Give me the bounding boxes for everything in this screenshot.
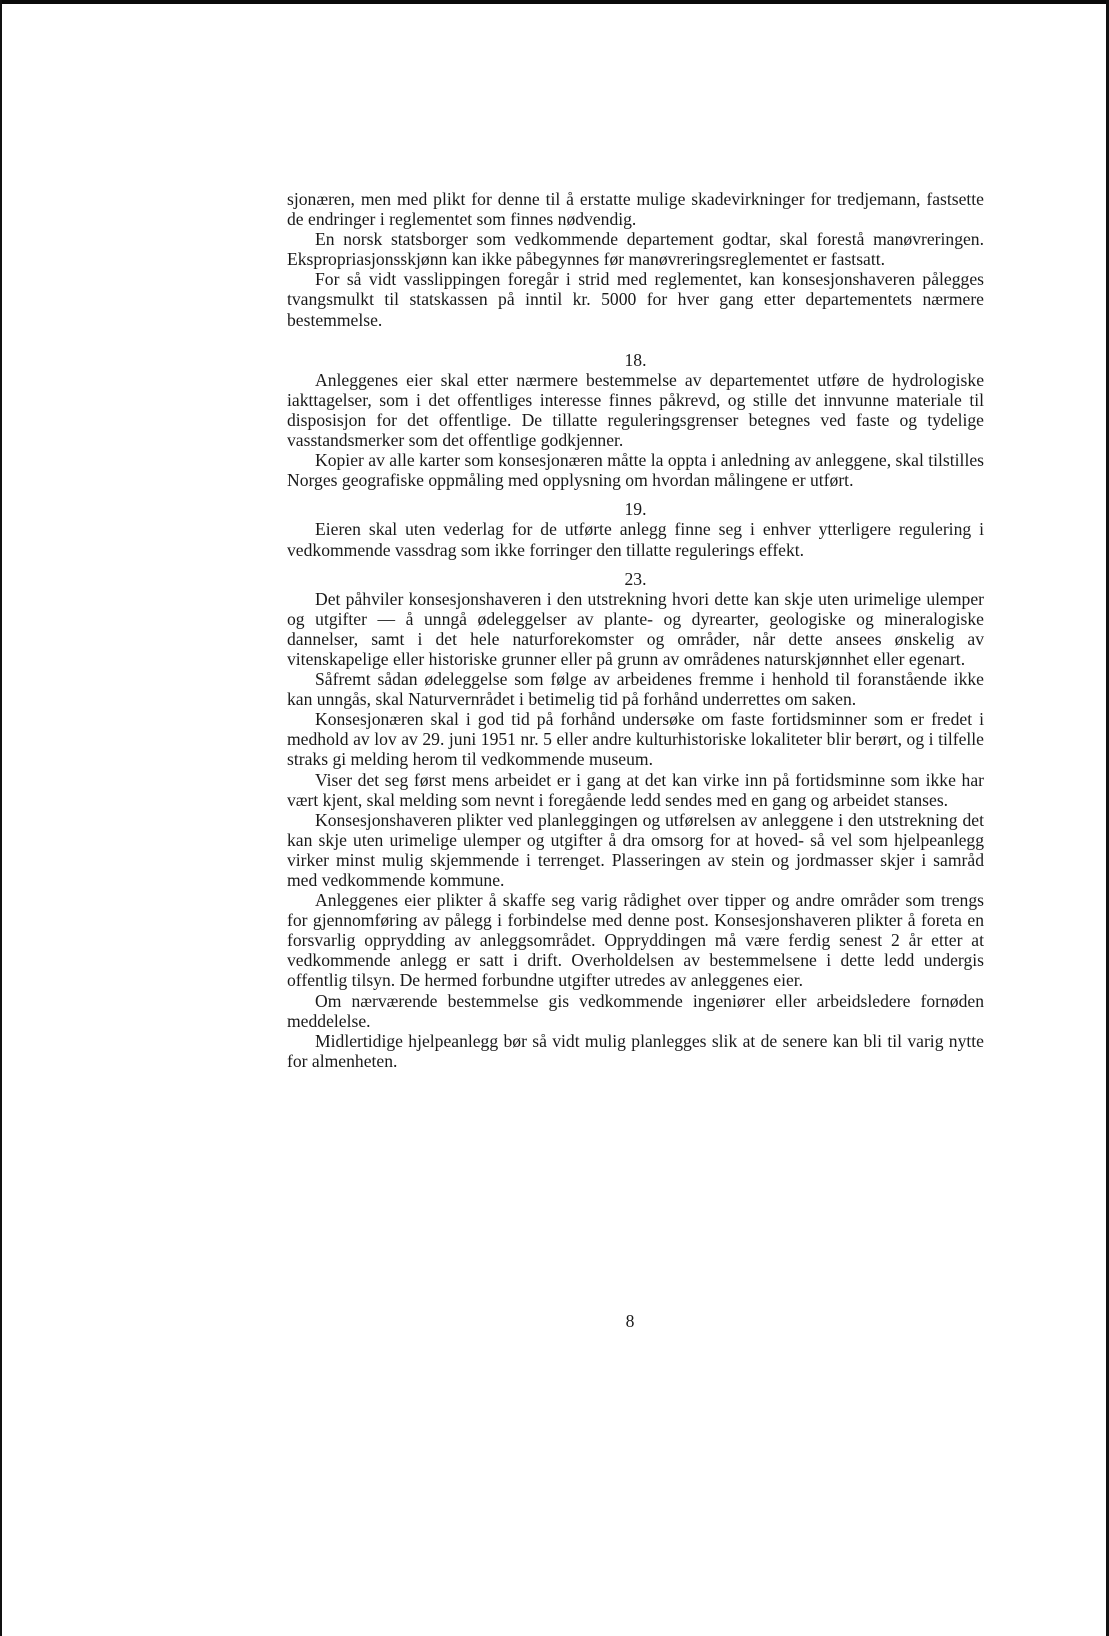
page-number: 8: [625, 1311, 635, 1331]
paragraph: Det påhviler konsesjonshaveren i den utstrekning hvori dette kan skje uten urimelige ulemper og utgifter — å unngå ødeleggelser av plante- og dyrearter, geologiske og mineralogiske dannelser, samt i det hele naturforekomster og områder, når dette ansees ønskelig av vitenskapelige eller historiske grunner eller på grunn av områdenes naturskjønnhet eller egenart.: [287, 588, 984, 669]
paragraph: Konsesjonshaveren plikter ved planleggingen og utførelsen av anleggene i den utstrekning det kan skje uten urimelige ulemper og utgifter å dra omsorg for at hoved- så vel som hjelpeanlegg virker minst mulig skjemmende i terrenget. Plasseringen av stein og jordmasser skjer i samråd med vedkommende kommune.: [287, 809, 984, 890]
paragraph: For så vidt vasslippingen foregår i strid med reglementet, kan konsesjonshaveren pålegges tvangsmulkt til statskassen på inntil kr. 5000 for hver gang etter departementets nærmere bestemmelse.: [287, 269, 984, 330]
scan-edge-top: [0, 0, 1109, 4]
paragraph: Viser det seg først mens arbeidet er i gang at det kan virke inn på fortidsminne som ikke har vært kjent, skal melding som nevnt i foregående ledd sendes med en gang og arbeidet stanses.: [287, 769, 984, 810]
paragraph: Eieren skal uten vederlag for de utførte anlegg finne seg i enhver ytterligere regulering i vedkommende vassdrag som ikke forringer den tillatte regulerings effekt.: [287, 519, 984, 560]
paragraph: Anleggenes eier plikter å skaffe seg varig rådighet over tipper og andre områder som trengs for gjennomføring av pålegg i forbindelse med denne post. Konsesjonshaveren plikter å foreta en forsvarlig opprydding av anleggsområdet. Oppryddingen må være ferdig senest 2 år etter at vedkommende anlegg er satt i drift. Overholdelsen av bestemmelsene i dette ledd undergis offentlig tilsyn. De hermed forbundne utgifter utredes av anleggenes eier.: [287, 890, 984, 991]
paragraph: Anleggenes eier skal etter nærmere bestemmelse av departementet utføre de hydrologiske iakttagelser, som i det offentliges interesse finnes påkrevd, og stille det innvunne materiale til disposisjon for det offentlige. De tillatte reguleringsgrenser betegnes ved faste og tydelige vasstandsmerker som det offentlige godkjenner.: [287, 369, 984, 451]
section-heading-18: 18.: [624, 349, 647, 370]
paragraph: sjonæren, men med plikt for denne til å erstatte mulige skadevirkninger for tredjemann, fastsette de endringer i reglementet som finnes nødvendig.: [287, 189, 984, 230]
paragraph: Om nærværende bestemmelse gis vedkommende ingeniører eller arbeidsledere fornøden meddelelse.: [287, 990, 984, 1031]
scan-edge-left: [0, 0, 2, 1636]
section-heading-23: 23.: [624, 568, 647, 589]
paragraph: Konsesjonæren skal i god tid på forhånd undersøke om faste fortidsminner som er fredet i medhold av lov av 29. juni 1951 nr. 5 eller andre kulturhistoriske lokaliteter blir berørt, og i tilfelle straks gi melding herom til vedkommende museum.: [287, 709, 984, 770]
document-body: [287, 189, 984, 1071]
paragraph: Såfremt sådan ødeleggelse som følge av arbeidenes fremme i henhold til foranstående ikke kan unngås, skal Naturvernrådet i betimelig tid på forhånd underrettes om saken.: [287, 669, 984, 710]
paragraph: Midlertidige hjelpeanlegg bør så vidt mulig planlegges slik at de senere kan bli til varig nytte for almenheten.: [287, 1030, 984, 1071]
paragraph: Kopier av alle karter som konsesjonæren måtte la oppta i anledning av anleggene, skal tilstilles Norges geografiske oppmåling med opplysning om hvordan målingene er utført.: [287, 450, 984, 491]
paragraph: En norsk statsborger som vedkommende departement godtar, skal forestå manøvreringen. Ekspropriasjonsskjønn kan ikke påbegynnes før manøvreringsreglementet er fastsatt.: [287, 229, 984, 270]
section-heading-19: 19.: [624, 499, 647, 520]
